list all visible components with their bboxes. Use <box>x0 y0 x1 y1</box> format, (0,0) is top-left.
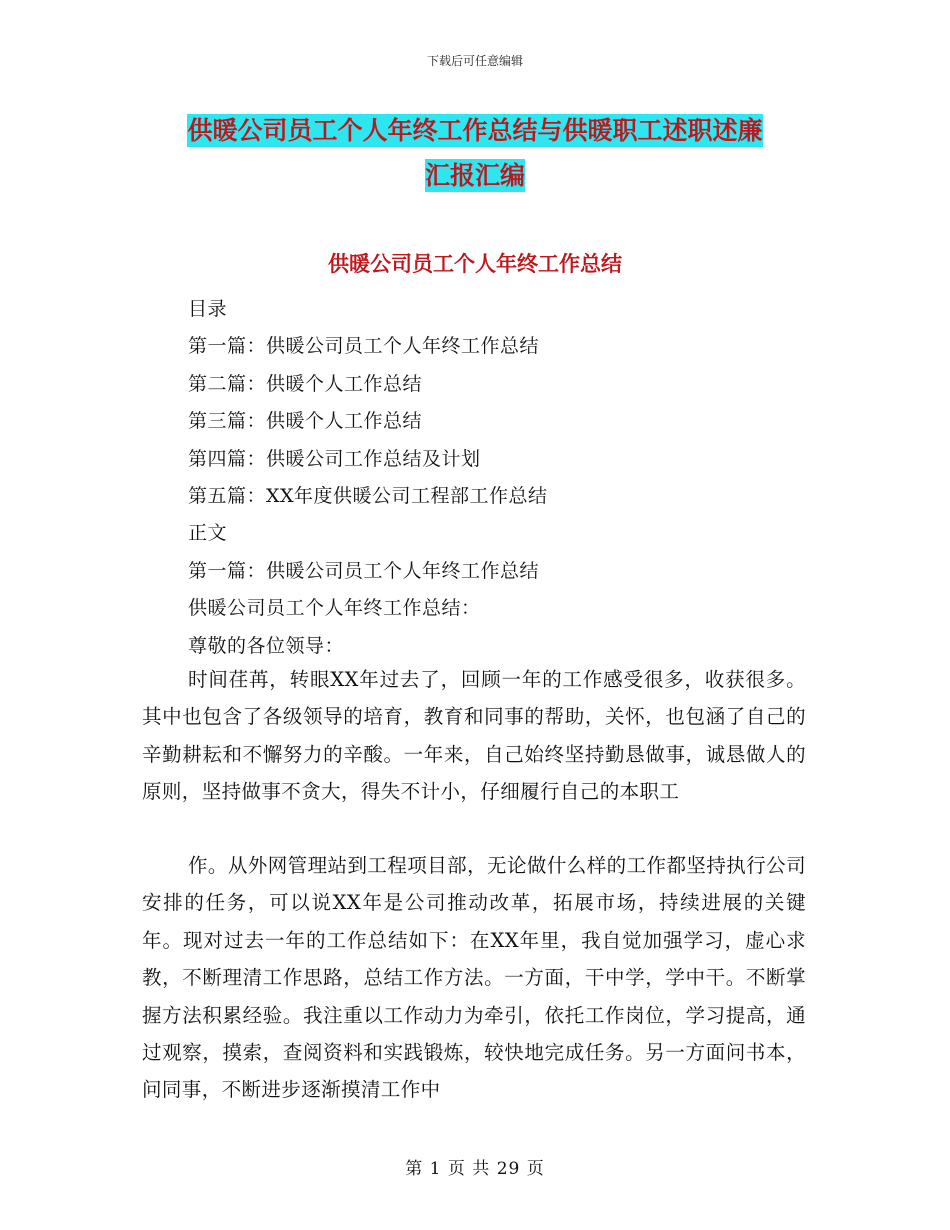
section-title: 第一篇：供暖公司员工个人年终工作总结 <box>188 559 540 582</box>
table-of-contents <box>188 291 548 665</box>
section-subtitle: 供暖公司员工个人年终工作总结 <box>328 252 622 276</box>
body-heading: 正文 <box>188 522 228 545</box>
title-line-1: 供暖公司员工个人年终工作总结与供暖职工述职述廉 <box>187 116 763 145</box>
intro-line: 供暖公司员工个人年终工作总结： <box>188 597 481 620</box>
salutation: 尊敬的各位领导： <box>188 634 345 657</box>
toc-item: 第三篇：供暖个人工作总结 <box>188 410 423 433</box>
body-paragraph: 时间荏苒，转眼XX年过去了，回顾一年的工作感受很多，收获很多。其中也包含了各级领导的培育，教育和同事的帮助，关怀，也包涵了自己的辛勤耕耘和不懈努力的辛酸。一年来，自己始终坚持勤恳做事，诚恳做人的原则，坚持做事不贪大，得失不计小，仔细履行自己的本职工 <box>142 668 806 804</box>
title-line-2: 汇报汇编 <box>424 161 525 190</box>
toc-item: 第二篇：供暖个人工作总结 <box>188 372 423 395</box>
document-title <box>140 108 810 198</box>
header-note: 下载后可任意编辑 <box>426 54 523 68</box>
toc-heading: 目录 <box>188 298 228 320</box>
body-paragraph: 作。从外网管理站到工程项目部，无论做什么样的工作都坚持执行公司安排的任务，可以说XX年是公司推动改革，拓展市场，持续进展的关键年。现对过去一年的工作总结如下：在XX年里，我自觉加强学习，虚心求教，不断理清工作思路，总结工作方法。一方面，干中学，学中干。不断掌握方法积累经验。我注重以工作动力为牵引，依托工作岗位，学习提高，通过观察，摸索，查阅资料和实践锻炼，较快地完成任务。另一方面问书本，问同事，不断进步逐渐摸清工作中 <box>142 854 806 1102</box>
toc-item: 第五篇：XX年度供暖公司工程部工作总结 <box>188 485 548 508</box>
toc-item: 第四篇：供暖公司工作总结及计划 <box>188 447 481 470</box>
toc-item: 第一篇：供暖公司员工个人年终工作总结 <box>188 335 540 358</box>
page-number: 第 1 页 共 29 页 <box>405 1159 545 1179</box>
